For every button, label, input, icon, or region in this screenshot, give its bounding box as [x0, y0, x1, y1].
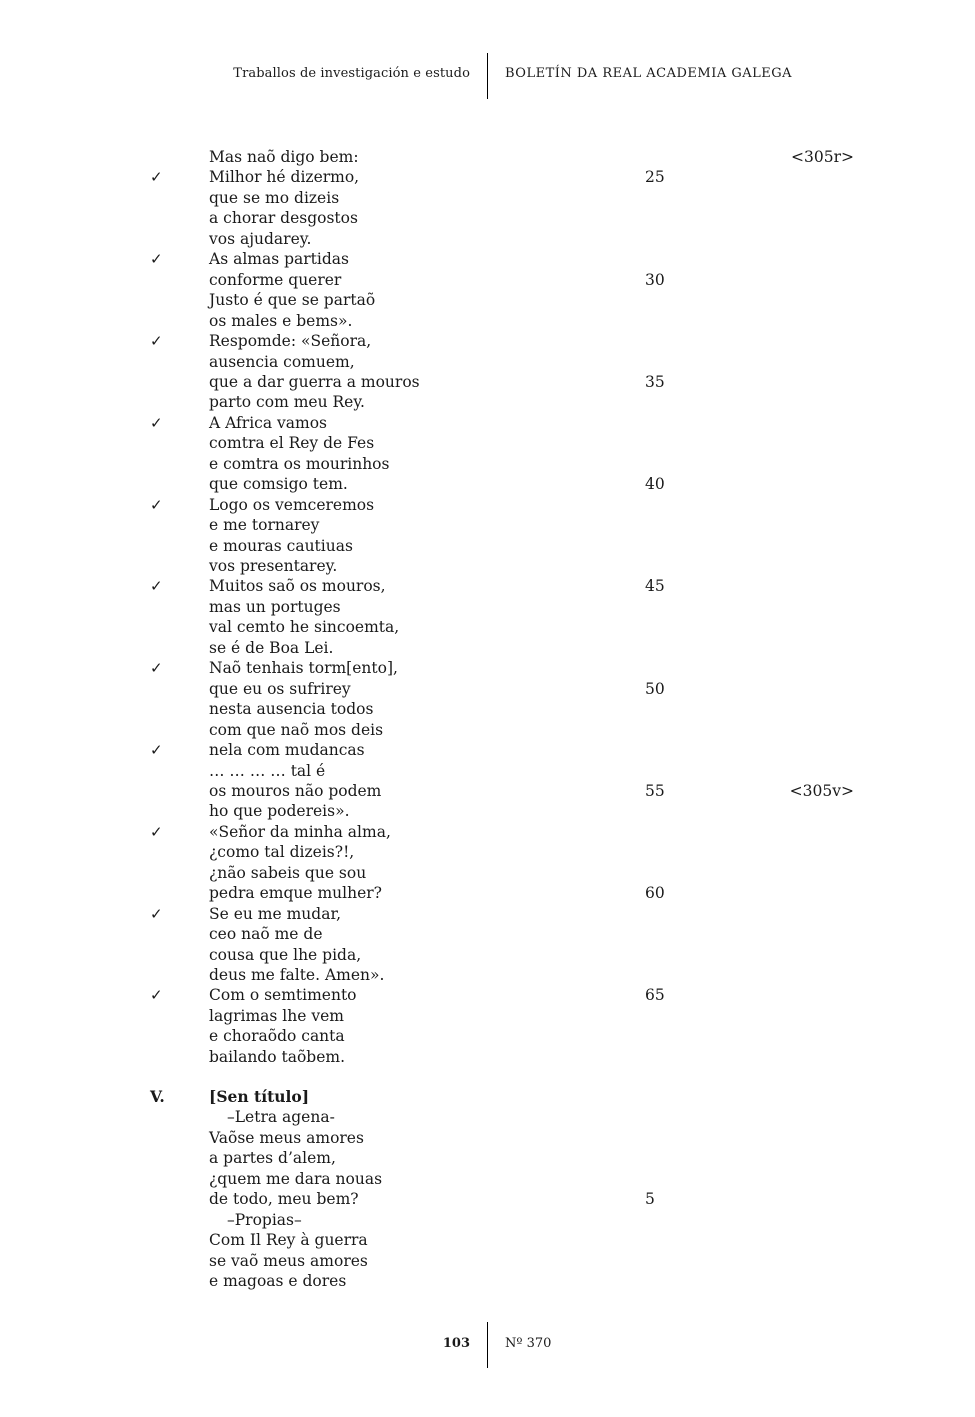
verse-line — [0, 720, 975, 740]
verse-line — [0, 372, 975, 392]
check-mark-icon: ✓ — [150, 413, 163, 432]
verse-text: … … … … tal é — [209, 761, 326, 780]
verse-text: Naõ tenhais torm[ento], — [209, 659, 398, 678]
verse-line — [0, 311, 975, 331]
verse-line — [0, 576, 975, 596]
line-number: 30 — [645, 270, 665, 289]
verse-text: se vaõ meus amores — [209, 1251, 368, 1270]
folio-marker: <305v> — [789, 781, 854, 800]
verse-line — [0, 1148, 975, 1168]
verse-text: bailando taõbem. — [209, 1047, 346, 1066]
verse-line — [0, 474, 975, 494]
line-number: 5 — [645, 1190, 655, 1209]
verse-text: cousa que lhe pida, — [209, 945, 362, 964]
verse-line — [0, 985, 975, 1005]
verse-line — [0, 1189, 975, 1209]
check-mark-icon: ✓ — [150, 250, 163, 269]
verse-line — [0, 699, 975, 719]
verse-rubric: –Letra agena- — [227, 1108, 335, 1127]
verse-text: ceo naõ me de — [209, 925, 323, 944]
verse-text: parto com meu Rey. — [209, 393, 365, 412]
verse-line — [0, 454, 975, 474]
check-mark-icon: ✓ — [150, 986, 163, 1005]
verse-text: e comtra os mourinhos — [209, 454, 390, 473]
verse-text: Se eu me mudar, — [209, 904, 342, 923]
verse-text: Vaõse meus amores — [209, 1128, 364, 1147]
verse-text: a partes d’alem, — [209, 1149, 336, 1168]
check-mark-icon: ✓ — [150, 577, 163, 596]
verse-text: e mouras cautiuas — [209, 536, 353, 555]
verse-line — [0, 352, 975, 372]
check-mark-icon: ✓ — [150, 741, 163, 760]
verse-line — [0, 1210, 975, 1230]
header-divider — [487, 53, 488, 99]
verse-line — [0, 1006, 975, 1026]
verse-text: ¿quem me dara nouas — [209, 1169, 383, 1188]
verse-line — [0, 249, 975, 269]
line-number: 40 — [645, 475, 665, 494]
verse-line — [0, 1271, 975, 1291]
verse-text: «Señor da minha alma, — [209, 822, 391, 841]
verse-line — [0, 229, 975, 249]
verse-text: e me tornarey — [209, 516, 320, 535]
verse-text: que se mo dizeis — [209, 188, 340, 207]
check-mark-icon: ✓ — [150, 659, 163, 678]
verse-line — [0, 331, 975, 351]
verse-line — [0, 433, 975, 453]
verse-rubric: –Propias– — [227, 1210, 302, 1229]
verse-text: e choraõdo canta — [209, 1027, 345, 1046]
verse-line — [0, 1026, 975, 1046]
verse-line — [0, 1230, 975, 1250]
verse-line — [0, 188, 975, 208]
line-number: 25 — [645, 168, 665, 187]
verse-line — [0, 945, 975, 965]
verse-text: deus me falte. Amen». — [209, 966, 385, 984]
verse-line — [0, 1169, 975, 1189]
verse-line — [0, 842, 975, 862]
folio-marker: <305r> — [791, 148, 854, 166]
verse-line — [0, 597, 975, 617]
verse-text: A Africa vamos — [209, 413, 327, 432]
verse-text: pedra emque mulher? — [209, 884, 382, 903]
verse-line — [0, 740, 975, 760]
verse-line — [0, 781, 975, 801]
verse-text: que comsigo tem. — [209, 475, 348, 494]
verse-line — [0, 658, 975, 678]
verse-line — [0, 863, 975, 883]
verse-line — [0, 536, 975, 556]
verse-line — [0, 801, 975, 821]
issue-number: Nº 370 — [505, 1336, 552, 1351]
verse-line — [0, 167, 975, 187]
check-mark-icon: ✓ — [150, 822, 163, 841]
verse-text: Milhor hé dizermo, — [209, 168, 360, 187]
verse-line — [0, 761, 975, 781]
verse-line — [0, 822, 975, 842]
verse-text: ¿como tal dizeis?!, — [209, 843, 355, 862]
verse-text: os mouros não podem — [209, 781, 382, 800]
verse-line — [0, 413, 975, 433]
verse-line — [0, 290, 975, 310]
footer-divider — [487, 1322, 488, 1368]
verse-line — [0, 1047, 975, 1067]
running-head-journal: BOLETÍN DA REAL ACADEMIA GALEGA — [505, 66, 793, 81]
verse-text: com que naõ mos deis — [209, 720, 384, 739]
verse-text: e magoas e dores — [209, 1272, 347, 1291]
verse-text: de todo, meu bem? — [209, 1190, 359, 1209]
verse-text: Com o semtimento — [209, 986, 357, 1005]
verse-line — [0, 392, 975, 412]
verse-text: ho que podereis». — [209, 802, 350, 821]
verse-line — [0, 1251, 975, 1271]
verse-text: Mas naõ digo bem: — [209, 148, 359, 166]
verse-line — [0, 515, 975, 535]
verse-text: nela com mudancas — [209, 741, 365, 760]
verse-line — [0, 679, 975, 699]
verse-text: que eu os sufrirey — [209, 679, 351, 698]
verse-line — [0, 904, 975, 924]
verse-line — [0, 638, 975, 658]
verse-text: Muitos saõ os mouros, — [209, 577, 386, 596]
verse-text: lagrimas lhe vem — [209, 1006, 344, 1025]
verse-text: os males e bems». — [209, 311, 353, 330]
verse-text: se é de Boa Lei. — [209, 638, 334, 657]
line-number: 45 — [645, 577, 665, 596]
verse-text: ¿não sabeis que sou — [209, 863, 367, 882]
page-number: 103 — [442, 1336, 470, 1351]
verse-text: Com Il Rey à guerra — [209, 1231, 368, 1250]
verse-line — [0, 883, 975, 903]
check-mark-icon: ✓ — [150, 168, 163, 187]
verse-text: Logo os vemceremos — [209, 495, 375, 514]
verse-text: vos presentarey. — [209, 557, 338, 575]
verse-text: nesta ausencia todos — [209, 700, 374, 719]
verse-text: a chorar desgostos — [209, 209, 358, 228]
verse-line — [0, 147, 975, 167]
verse-line — [0, 556, 975, 576]
verse-text: Respomde: «Señora, — [209, 332, 372, 351]
section-title: [Sen título] — [209, 1087, 310, 1106]
line-number: 60 — [645, 884, 665, 903]
verse-text: vos ajudarey. — [209, 229, 312, 248]
verse-text: Justo é que se partaõ — [209, 291, 376, 310]
verse-line — [0, 965, 975, 985]
verse-line — [0, 495, 975, 515]
check-mark-icon: ✓ — [150, 332, 163, 351]
verse-line — [0, 1107, 975, 1127]
verse-text: conforme querer — [209, 270, 342, 289]
verse-line — [0, 208, 975, 228]
line-number: 50 — [645, 679, 665, 698]
verse-text: comtra el Rey de Fes — [209, 434, 375, 453]
verse-line — [0, 270, 975, 290]
line-number: 65 — [645, 986, 665, 1005]
verse-line — [0, 924, 975, 944]
verse-text: que a dar guerra a mouros — [209, 372, 420, 391]
check-mark-icon: ✓ — [150, 904, 163, 923]
line-number: 55 — [645, 781, 665, 800]
line-number: 35 — [645, 372, 665, 391]
verse-text: mas un portuges — [209, 597, 341, 616]
section-label: V. — [150, 1087, 165, 1106]
verse-text: As almas partidas — [209, 250, 349, 269]
verse-text: ausencia comuem, — [209, 352, 355, 371]
verse-line — [0, 617, 975, 637]
running-head-section: Traballos de investigación e estudo — [233, 66, 470, 81]
verse-line — [0, 1128, 975, 1148]
check-mark-icon: ✓ — [150, 495, 163, 514]
verse-text: val cemto he sincoemta, — [209, 618, 400, 637]
